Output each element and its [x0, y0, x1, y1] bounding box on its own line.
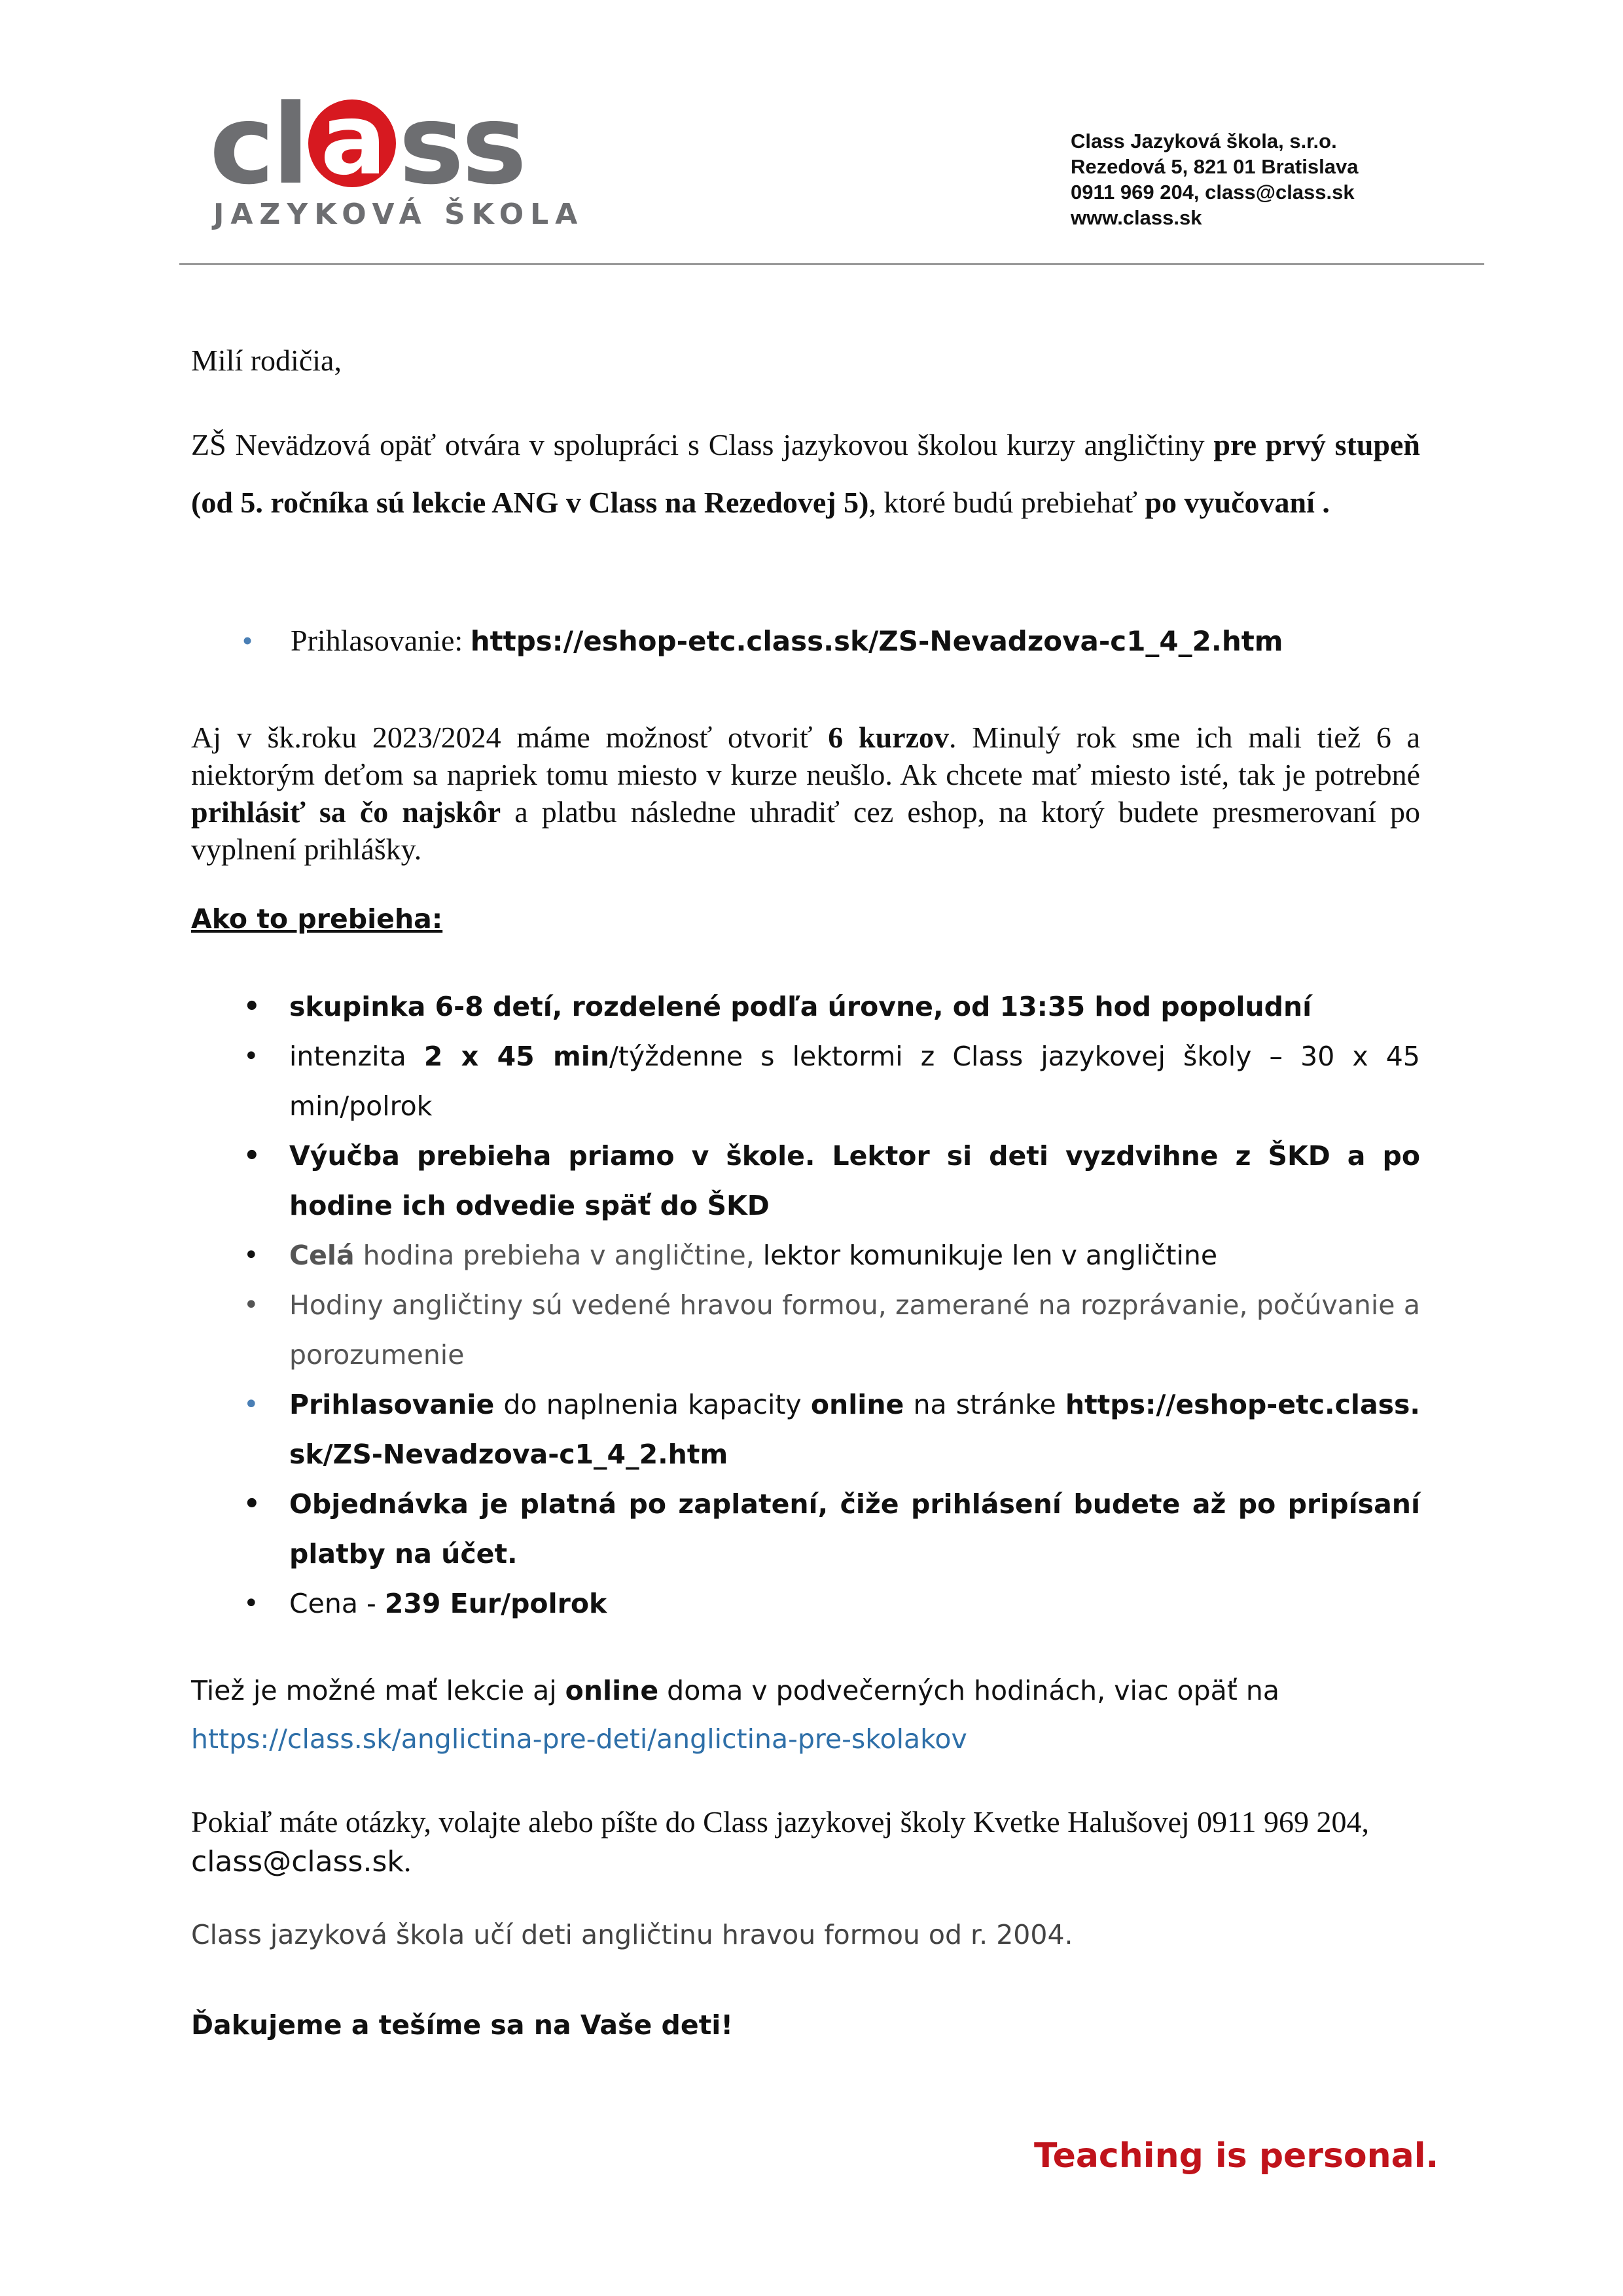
list-item-bold: Celá	[289, 1240, 355, 1271]
bullet-dot: •	[243, 1141, 260, 1171]
intro-paragraph	[191, 416, 1420, 531]
online-courses-link[interactable]: https://class.sk/anglictina-pre-deti/anglictina-pre-skolakov	[191, 1723, 967, 1755]
logo-wordmark	[209, 81, 525, 209]
bullet-dot: •	[243, 1390, 259, 1420]
bullet-dot: •	[243, 992, 260, 1022]
contact-website[interactable]: www.class.sk	[1071, 206, 1202, 229]
email-link[interactable]: class@class.sk	[191, 1845, 404, 1878]
para2-bold-2: prihlásiť sa čo najskôr	[191, 795, 501, 829]
bullet-dot: •	[243, 1588, 259, 1619]
signup-label: Prihlasovanie:	[291, 624, 471, 657]
courses-paragraph	[191, 719, 1420, 868]
list-item-text: do naplnenia kapacity	[494, 1389, 811, 1420]
logo-ss: ss	[399, 81, 525, 209]
bullet-dot: •	[242, 624, 253, 657]
list-item-text: hodina prebieha v angličtine,	[354, 1240, 755, 1271]
list-item	[191, 1380, 1420, 1479]
list-item-text: /týždenne s lektormi z Class jazykovej školy – 30 x 45 min/polrok	[289, 1041, 1420, 1122]
list-item-text: skupinka 6-8 detí, rozdelené podľa úrovne, od 13:35 hod popoludní	[289, 991, 1312, 1022]
list-item-text: na stránke	[904, 1389, 1065, 1420]
questions-paragraph	[191, 1803, 1420, 1882]
bullet-dot: •	[243, 1041, 259, 1071]
online-text-2: doma v podvečerných hodinách, viac opäť na	[658, 1675, 1280, 1706]
list-item-text: Objednávka je platná po zaplatení, čiže prihlásení budete až po pripísaní platby na účet.	[289, 1488, 1420, 1570]
list-item	[191, 1579, 1420, 1628]
online-text-1: Tiež je možné mať lekcie aj	[191, 1675, 565, 1706]
para2-text-3: a platbu následne uhradiť cez eshop, na ktorý budete presmerovaní po vyplnení prihlášky.	[191, 795, 1420, 866]
slogan: Teaching is personal.	[1034, 2136, 1439, 2176]
list-item	[191, 1479, 1420, 1579]
list-item-text: lektor komunikuje len v angličtine	[754, 1240, 1218, 1271]
list-item-bold: online	[810, 1389, 904, 1420]
contact-company: Class Jazyková škola, s.r.o.	[1071, 130, 1337, 152]
intro-bold-1: pre prvý stupeň (od 5. ročníka sú lekcie ANG v Class na Rezedovej 5)	[191, 428, 1420, 519]
para2-bold-1: 6 kurzov	[828, 721, 950, 754]
list-item-text: Hodiny angličtiny sú vedené hravou formou, zamerané na rozprávanie, počúvanie a porozumenie	[289, 1289, 1420, 1371]
question-text-end: .	[403, 1844, 412, 1878]
list-item-bold: Prihlasovanie	[289, 1389, 495, 1420]
contact-address: Rezedová 5, 821 01 Bratislava	[1071, 155, 1359, 178]
online-paragraph	[191, 1666, 1420, 1763]
para2-text-1: Aj v šk.roku 2023/2024 máme možnosť otvoriť	[191, 721, 829, 754]
intro-bold-2: po vyučovaní .	[1145, 486, 1330, 519]
section-heading: Ako to prebieha:	[191, 903, 443, 935]
header-divider	[179, 263, 1484, 265]
list-item-text: Cena -	[289, 1588, 385, 1619]
intro-text-1: ZŠ Nevädzová opäť otvára v spolupráci s Class jazykovou školou kurzy angličtiny	[191, 428, 1214, 461]
bullet-dot: •	[243, 1290, 259, 1320]
signup-bullet	[242, 623, 1283, 658]
list-item-bold: 2 x 45 min	[423, 1041, 609, 1072]
list-item	[191, 982, 1420, 1031]
list-item	[191, 1280, 1420, 1380]
list-item	[191, 1131, 1420, 1230]
signup-link-inline[interactable]: https://eshop-etc.class.sk/ZS-Nevadzova-c1_4_2.htm	[289, 1389, 1420, 1470]
intro-text-2: , ktoré budú prebiehať	[868, 486, 1145, 519]
logo-a-circle: a	[308, 99, 396, 187]
list-item-text: intenzita	[289, 1041, 424, 1072]
online-line	[191, 1666, 1420, 1715]
class-logo	[209, 81, 584, 246]
bullet-dot: •	[243, 1489, 260, 1519]
logo-cl: cl	[209, 81, 308, 209]
greeting: Milí rodičia,	[191, 344, 342, 377]
list-item	[191, 1230, 1420, 1280]
contact-block	[1071, 128, 1358, 230]
signup-link[interactable]: https://eshop-etc.class.sk/ZS-Nevadzova-c1_4_2.htm	[470, 625, 1283, 657]
price-value: 239 Eur/polrok	[384, 1588, 607, 1619]
logo-subtitle: JAZYKOVÁ ŠKOLA	[213, 198, 584, 231]
list-item-text: Výučba prebieha priamo v škole. Lektor si deti vyzdvihne z ŠKD a po hodine ich odvedie späť do ŠKD	[289, 1140, 1420, 1221]
info-list	[191, 982, 1420, 1628]
online-bold: online	[565, 1675, 659, 1706]
question-text: Pokiaľ máte otázky, volajte alebo píšte do Class jazykovej školy Kvetke Halušovej 0911 969 204,	[191, 1805, 1369, 1839]
thanks-line: Ďakujeme a tešíme sa na Vaše deti!	[191, 2009, 734, 2041]
since-note: Class jazyková škola učí deti angličtinu hravou formou od r. 2004.	[191, 1919, 1073, 1950]
para2-text-2: . Minulý rok sme ich mali tiež 6 a niektorým deťom sa napriek tomu miesto v kurze neušlo. Ak chcete mať miesto isté, tak je potrebné	[191, 721, 1420, 791]
list-item	[191, 1031, 1420, 1131]
bullet-dot: •	[243, 1240, 259, 1270]
contact-phone-email[interactable]: 0911 969 204, class@class.sk	[1071, 181, 1355, 204]
